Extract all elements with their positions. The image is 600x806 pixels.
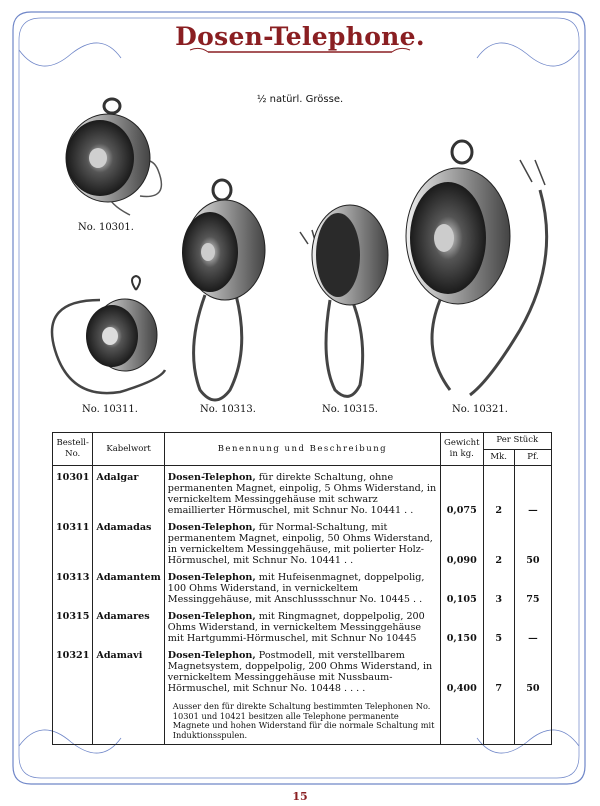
cell-kabelwort: Adamares [93, 605, 164, 644]
telephone-10311-illustration [52, 276, 165, 393]
figure-label-10321: No. 10321. [452, 404, 508, 415]
cell-mk: 2 [483, 516, 514, 566]
cell-bestell-nr: 10321 [53, 644, 93, 694]
header-beschreibung: Benennung und Beschreibung [164, 433, 440, 466]
table-note-row [53, 694, 552, 745]
telephone-10301-illustration [66, 99, 161, 215]
product-description: für direkte Schaltung, ohne permanenten Magnet, einpolig, 5 Ohms Widerstand, in vernickeltem Messinggehäuse mit schwarz emaillierter Hörmuschel, mit Schnur No. 10441 . . [167, 472, 437, 516]
cell-description [164, 644, 440, 694]
cell-gewicht: 0,075 [441, 466, 483, 517]
figure-label-10311: No. 10311. [82, 404, 138, 415]
cell-description [164, 605, 440, 644]
cell-gewicht: 0,150 [441, 605, 483, 644]
cell-bestell-nr: 10315 [53, 605, 93, 644]
product-name: Dosen-Telephon, [167, 472, 256, 483]
table-row [53, 566, 552, 605]
figure-label-10313: No. 10313. [200, 404, 256, 415]
cell-bestell-nr: 10311 [53, 516, 93, 566]
cell-gewicht: 0,400 [441, 644, 483, 694]
table-row [53, 466, 552, 517]
product-description: Postmodell, mit verstellbarem Magnetsystem, doppelpolig, 200 Ohms Widerstand, in vernickeltem Messinggehäuse mit Nussbaum-Hörmuschel, mit Schnur No. 10448 . . . . [167, 650, 433, 694]
cell-kabelwort: Adamavi [93, 644, 164, 694]
cell-kabelwort: Adalgar [93, 466, 164, 517]
cell-bestell-nr: 10313 [53, 566, 93, 605]
cell-mk: 5 [483, 605, 514, 644]
cell-description [164, 566, 440, 605]
table-row [53, 516, 552, 566]
cell-mk: 7 [483, 644, 514, 694]
cell-mk: 2 [483, 466, 514, 517]
table-header-row [53, 433, 552, 450]
page-number: 15 [292, 790, 308, 803]
cell-pf: 50 [514, 516, 551, 566]
figure-label-10301: No. 10301. [78, 222, 134, 233]
cell-kabelwort: Adamadas [93, 516, 164, 566]
header-pf: Pf. [514, 449, 551, 466]
cell-bestell-nr: 10301 [53, 466, 93, 517]
figure-label-10315: No. 10315. [322, 404, 378, 415]
product-description: für Normal-Schaltung, mit permanentem Magnet, einpolig, 50 Ohms Widerstand, in vernickeltem Messinggehäuse, mit polierter Holz-Hörmuschel, mit Schnur No. 10441 . . [167, 522, 433, 566]
telephone-10321-illustration [406, 141, 547, 395]
table-footnote: Ausser den für direkte Schaltung bestimmten Telephonen No. 10301 und 10421 besitzen alle Telephone permanente Magnete und hohen Widerstand für die normale Schaltung mit Induktionsspulen. [164, 694, 440, 745]
cell-pf: 50 [514, 644, 551, 694]
telephone-10315-illustration [300, 205, 388, 396]
header-bestell-nr: Bestell-No. [53, 433, 93, 466]
cell-description [164, 466, 440, 517]
cell-description [164, 516, 440, 566]
cell-mk: 3 [483, 566, 514, 605]
header-mk: Mk. [483, 449, 514, 466]
table-row [53, 605, 552, 644]
product-name: Dosen-Telephon, [167, 572, 256, 583]
page-title: Dosen-Telephone. [175, 22, 425, 51]
cell-pf: 75 [514, 566, 551, 605]
cell-pf: — [514, 466, 551, 517]
product-name: Dosen-Telephon, [167, 650, 256, 661]
header-kabelwort: Kabelwort [93, 433, 164, 466]
table-row [53, 644, 552, 694]
product-description: mit Ringmagnet, doppelpolig, 200 Ohms Widerstand, in vernickeltem Messinggehäuse mit Hartgummi-Hörmuschel, mit Schnur No 10445 [167, 611, 425, 644]
product-name: Dosen-Telephon, [167, 611, 256, 622]
product-name: Dosen-Telephon, [167, 522, 256, 533]
cell-kabelwort: Adamantem [93, 566, 164, 605]
scale-note: ½ natürl. Grösse. [256, 94, 344, 105]
catalog-table [52, 432, 552, 745]
header-per-stueck: Per Stück [483, 433, 552, 450]
header-gewicht: Gewicht in kg. [441, 433, 483, 466]
telephone-10313-illustration [182, 180, 265, 400]
product-description: mit Hufeisenmagnet, doppelpolig, 100 Ohms Widerstand, in vernickeltem Messinggehäuse, mit Anschlussschnur No. 10445 . . [167, 572, 425, 605]
cell-pf: — [514, 605, 551, 644]
cell-gewicht: 0,105 [441, 566, 483, 605]
cell-gewicht: 0,090 [441, 516, 483, 566]
